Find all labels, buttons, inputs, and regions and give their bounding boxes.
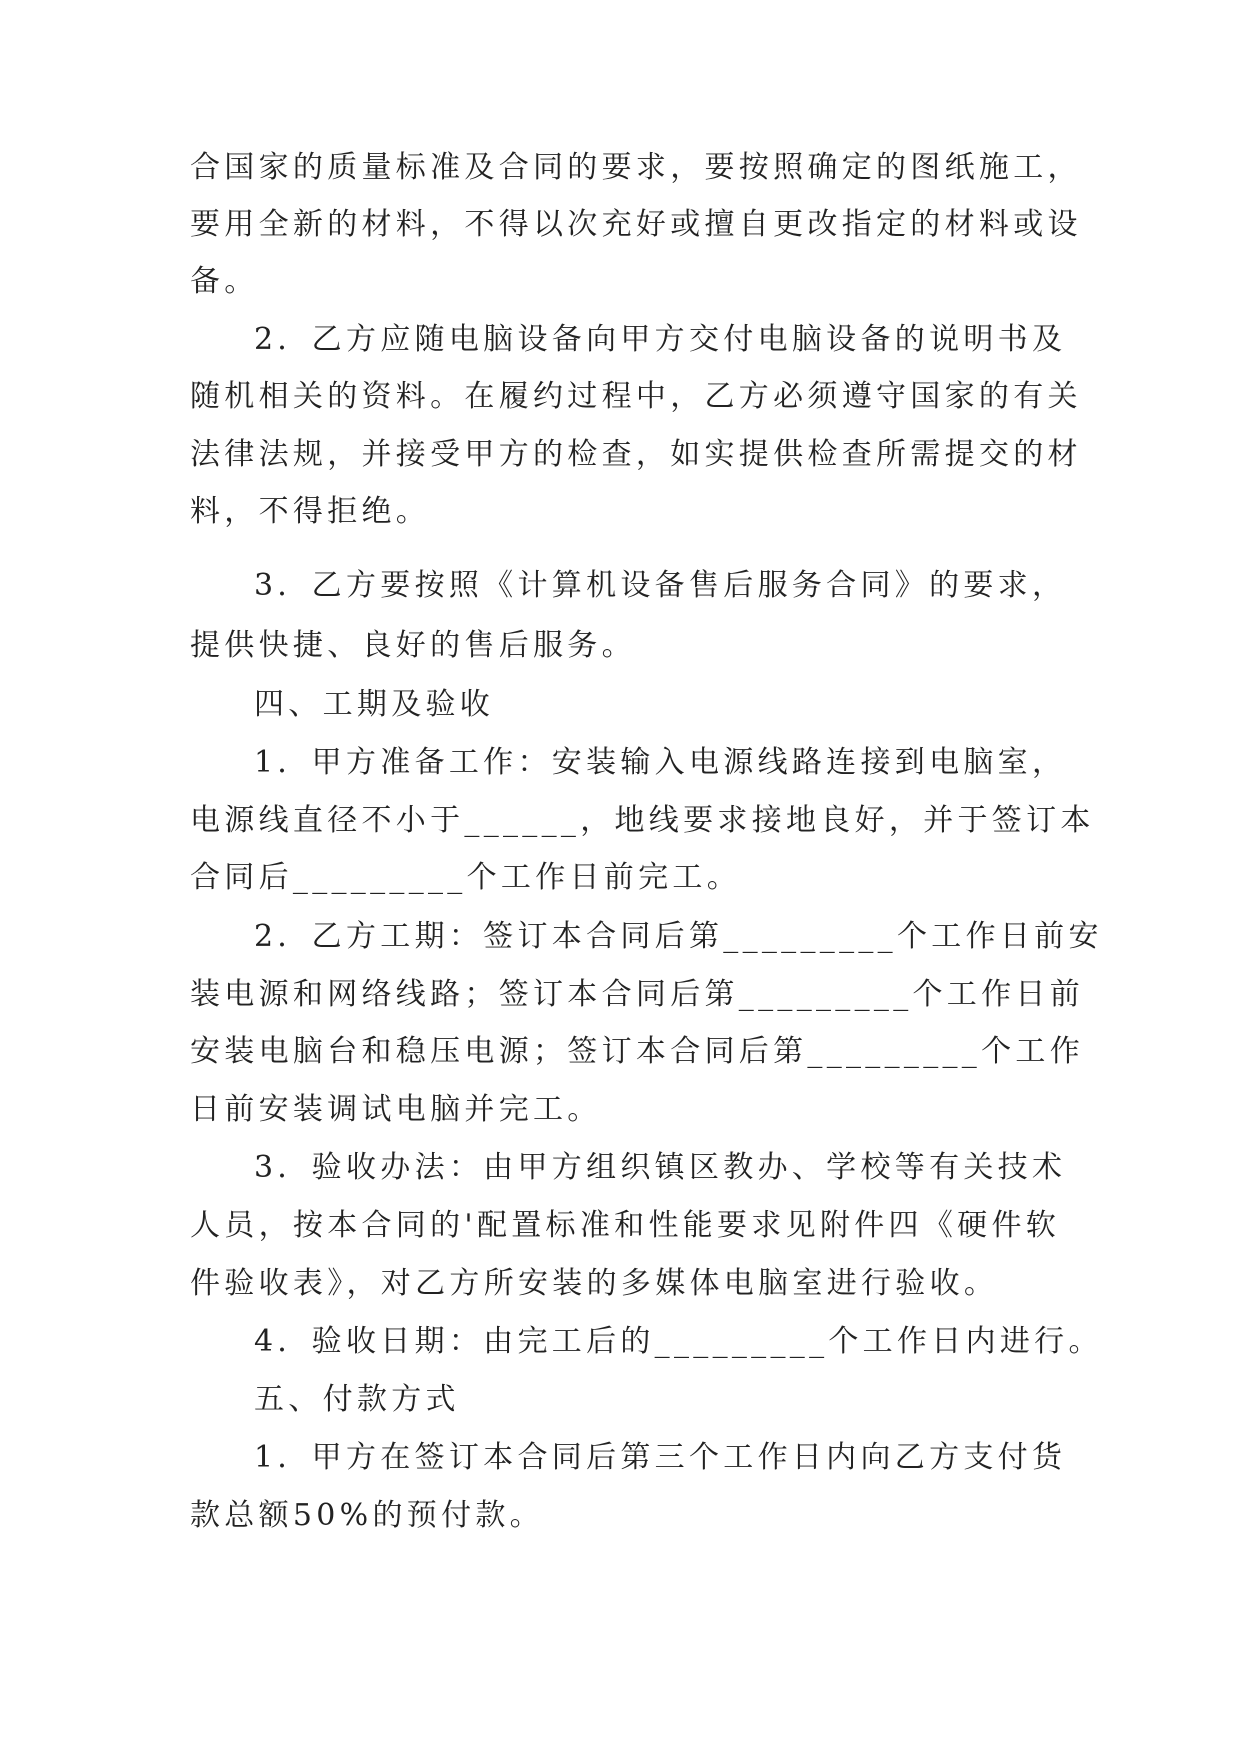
text-line: 提供快捷、良好的售后服务。	[190, 628, 636, 663]
text-line: 4．验收日期：由完工后的_________个工作日内进行。	[254, 1324, 1103, 1359]
text-line: 安装电脑台和稳压电源；签订本合同后第_________个工作	[190, 1034, 1084, 1069]
section-heading: 四、工期及验收	[254, 687, 495, 722]
text-line: 合同后_________个工作日前完工。	[190, 860, 741, 895]
text-line: 合国家的质量标准及合同的要求，要按照确定的图纸施工，	[190, 150, 1082, 185]
text-line: 日前安装调试电脑并完工。	[190, 1092, 602, 1127]
text-line: 要用全新的材料，不得以次充好或擅自更改指定的材料或设	[190, 207, 1082, 242]
text-line: 法律法规，并接受甲方的检查，如实提供检查所需提交的材	[190, 437, 1082, 472]
text-line: 3．乙方要按照《计算机设备售后服务合同》的要求，	[254, 568, 1067, 603]
text-line: 1．甲方准备工作：安装输入电源线路连接到电脑室，	[254, 745, 1067, 780]
text-line: 人员，按本合同的'配置标准和性能要求见附件四《硬件软	[190, 1208, 1061, 1243]
text-line: 件验收表》，对乙方所安装的多媒体电脑室进行验收。	[190, 1266, 999, 1301]
text-line: 1．甲方在签订本合同后第三个工作日内向乙方支付货	[254, 1440, 1067, 1475]
text-line: 3．验收办法：由甲方组织镇区教办、学校等有关技术	[254, 1150, 1067, 1185]
text-line: 2．乙方工期：签订本合同后第_________个工作日前安	[254, 919, 1103, 954]
text-line: 电源线直径不小于______，地线要求接地良好，并于签订本	[190, 803, 1095, 838]
text-line: 装电源和网络线路；签订本合同后第_________个工作日前	[190, 977, 1084, 1012]
text-line: 款总额50%的预付款。	[190, 1498, 544, 1533]
text-line: 随机相关的资料。在履约过程中，乙方必须遵守国家的有关	[190, 379, 1082, 414]
text-line: 料，不得拒绝。	[190, 494, 431, 529]
text-line: 备。	[190, 264, 259, 299]
section-heading: 五、付款方式	[254, 1382, 460, 1417]
text-line: 2．乙方应随电脑设备向甲方交付电脑设备的说明书及	[254, 322, 1067, 357]
